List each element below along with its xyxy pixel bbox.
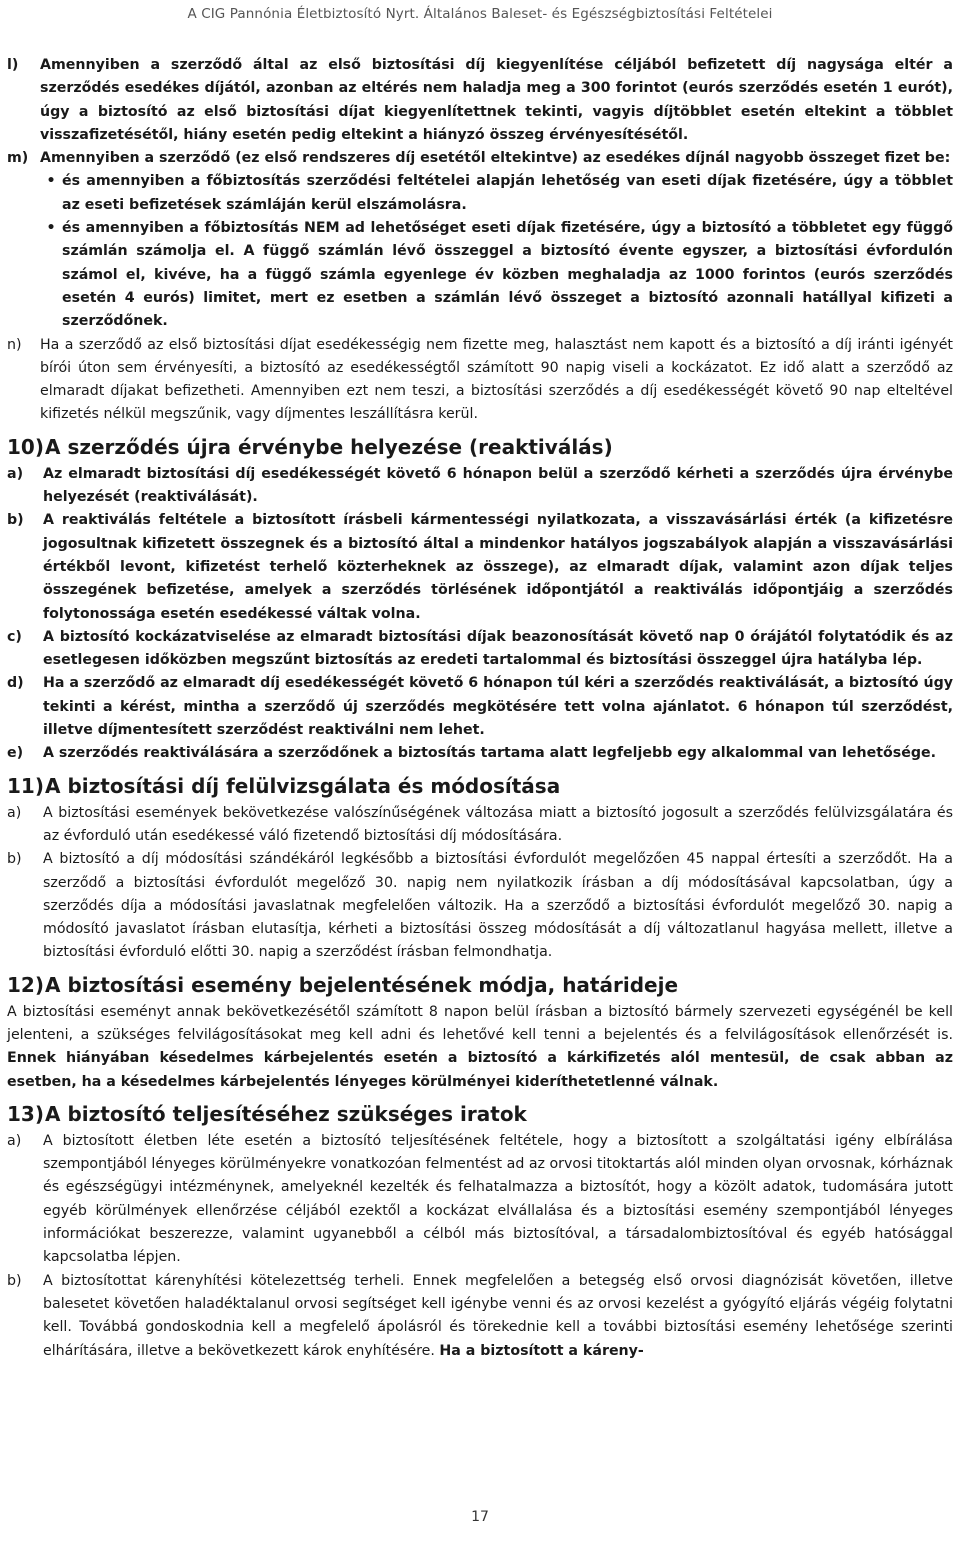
running-head: A CIG Pannónia Életbiztosító Nyrt. Általános Baleset- és Egészségbiztosítási Feltételei: [187, 6, 773, 22]
list-item: [40, 217, 953, 333]
section-number: 13): [7, 1101, 44, 1126]
clause-text: A biztosított életben léte esetén a biztosító teljesítésének feltétele, hogy a biztosított a szolgáltatási igény elbírálása szempontjából lényeges körülményekre vonatkozóan felmentést ad az orvosi titoktartás alól minden olyan orvosnak, kórháznak és egészségügyi intézménynek, amelyeknél kezelték és felhatalmazza a biztosítót, hogy a közölt adatok, tudomására jutott egyéb körülmények ellenőrzése céljából ezektől a kockázat elvállalása és a biztosítási esemény szempontjából lényeges információkat beszerezze, valamint ugyanebből a célból más biztosítóval, a társadalombiztosítóval és egyéb hatósággal kapcsolatba lépjen.: [43, 1132, 954, 1266]
list-item: [7, 672, 953, 742]
clause-label: b): [7, 1272, 22, 1289]
clause-text: Amennyiben a szerződő által az első biztosítási díj kiegyenlítése céljából befizetett díj nagysága eltér a szerződés esedékes díjától, azonban az eltérés nem haladja meg a 300 forintot (eurós szerződés esetén 1 eurót), úgy a biztosító az első biztosítási díjat kiegyenlítettnek tekinti, vagyis díjtöbblet esetén eltekint a többlet visszafizetésétől, hiány esetén pedig eltekint a hiányzó összeg érvényesítésétől.: [40, 57, 953, 143]
list-item: [7, 626, 953, 673]
clause-label: m): [7, 150, 29, 167]
section-number: 12): [7, 972, 44, 997]
clause-label: c): [7, 628, 22, 645]
clause-n: [7, 334, 953, 427]
clause-text: A szerződés reaktiválására a szerződőnek a biztosítás tartama alatt legfeljebb egy alkalommal van lehetősége.: [43, 745, 937, 762]
clause-label: a): [7, 1132, 22, 1149]
section-paragraph: [7, 1001, 953, 1094]
section-heading-13: [7, 1100, 953, 1128]
list-item: [7, 1130, 953, 1270]
clause-text: A biztosítottat kárenyhítési kötelezettség terheli. Ennek megfelelően a betegség első orvosi diagnózisát követően, illetve balesetet követően haladéktalanul orvosi segítséget kell igénybe venni és az orvosi kezelést a gyógyító eljárás végéig folytatni kell. Továbbá gondoskodnia kell a megfelelő ápolásról és törekednie kell a további biztosítási esemény lehetősége szerinti elhárítására, illetve a bekövetkezett károk enyhítésére.: [43, 1272, 953, 1359]
clause-label: e): [7, 745, 24, 762]
section-heading-12: [7, 971, 953, 999]
clause-label: b): [7, 512, 24, 529]
clause-text: A reaktiválás feltétele a biztosított írásbeli kármentességi nyilatkozata, a visszavásárlási érték (a kifizetésre jogosultnak kifizetett összegnek és a biztosító által a mindenkor hatályos jogszabályok alapján a visszavásárlási értékből levont, kifizetést terhelő közterheknek az összege), az elmaradt díjak, valamint azon díjak teljes összegének befizetése, amelyek a szerződés törlésének időpontjától a reaktiválás időpontjáig a szerződés folytonossága esetén esedékessé váltak volna.: [43, 512, 953, 622]
clause-label: b): [7, 851, 22, 868]
section-title: A szerződés újra érvénybe helyezése (reaktiválás): [45, 434, 613, 459]
clause-bold-tail: Ha a biztosított a káreny-: [439, 1342, 644, 1359]
paragraph-text: A biztosítási eseményt annak bekövetkezésétől számított 8 napon belül írásban a biztosító bármely szervezeti egységénél be kell jelenteni, a szükséges felvilágosításokat meg kell adni és lehetővé kell tenni a bejelentés és a felvilágosítások ellenőrzését is.: [7, 1003, 953, 1043]
section-heading-11: [7, 772, 953, 800]
clause-text: Ha a szerződő az elmaradt díj esedékességét követő 6 hónapon túl kéri a szerződés reaktiválását, a biztosító úgy tekinti a kérést, mintha a szerződő új szerződés megkötésére tett volna ajánlatot. 6 hónapon túl szerződést, illetve díjmentesített szerződést reaktiválni nem lehet.: [43, 675, 953, 739]
page-content: [7, 54, 953, 1363]
clause-m: [7, 147, 953, 333]
section-title: A biztosítási díj felülvizsgálata és módosítása: [45, 773, 561, 798]
bullet-icon: •: [46, 173, 56, 190]
clause-label: a): [7, 465, 24, 482]
section-number: 11): [7, 773, 44, 798]
clause-label: l): [7, 57, 19, 73]
list-item: [7, 848, 953, 964]
section-heading-10: [7, 433, 953, 461]
bullet-text: és amennyiben a főbiztosítás szerződési feltételei alapján lehetőség van eseti díjak fizetésére, úgy a többlet az eseti befizetések számláján kerül elszámolásra.: [62, 173, 953, 213]
clause-text: Az elmaradt biztosítási díj esedékességét követő 6 hónapon belül a szerződő kérheti a szerződés újra érvénybe helyezését (reaktiválását).: [43, 465, 953, 506]
clause-text: A biztosító a díj módosítási szándékáról legkésőbb a biztosítási évfordulót megelőzően 45 nappal értesíti a szerződőt. Ha a szerződő a biztosítási évfordulót megelőző 30. napig nem nyilatkozik írásban a díj módosításával kapcsolatban, úgy a szerződés díja a módosítási javaslatnak megfelelően változik. Ha a szerződő a biztosítási évfordulót megelőző 30. napig a módosító javaslatot írásban elutasítja, kérheti a biztosítási összeg módosítását a díj változatlanul hagyása mellett, illetve a biztosítási évforduló előtti 30. napig a szerződést írásban felmondhatja.: [43, 851, 953, 961]
list-item: [7, 742, 953, 765]
clause-label: d): [7, 675, 24, 692]
paragraph-bold-text: Ennek hiányában késedelmes kárbejelentés esetén a biztosító a kárkifizetés alól mentesül, de csak abban az esetben, ha a késedelmes kárbejelentés lényeges körülményei kideríthetetlenné válnak.: [7, 1050, 953, 1090]
clause-text: A biztosító kockázatviselése az elmaradt biztosítási díjak beazonosítását követő nap 0 órájától folytatódik és az esetlegesen időközben megszűnt biztosítás az eredeti tartalommal és biztosítási összeggel újra hatályba lép.: [43, 628, 953, 669]
clause-label: n): [7, 336, 22, 353]
page-number: 17: [471, 1509, 489, 1525]
bullet-icon: •: [46, 220, 56, 237]
clause-text: A biztosítási események bekövetkezése valószínűségének változása miatt a biztosító jogosult a szerződés felülvizsgálatára és az évforduló után esedékessé váló fizetendő biztosítási díj módosítására.: [43, 804, 953, 844]
section-number: 10): [7, 434, 44, 459]
list-item: [7, 1270, 953, 1363]
section-title: A biztosítási esemény bejelentésének módja, határideje: [45, 972, 679, 997]
list-item: [7, 509, 953, 625]
clause-intro: Amennyiben a szerződő (ez első rendszeres díj esetétől eltekintve) az esedékes díjnál nagyobb összeget fizet be:: [40, 150, 951, 167]
clause-label: a): [7, 804, 22, 821]
bullet-text: és amennyiben a főbiztosítás NEM ad lehetőséget eseti díjak fizetésére, úgy a biztosító a többletet egy függő számlán számolja el. A függő számlán lévő összeggel a biztosító évente egyszer, a biztosítási évfordulón számol el, kivéve, ha a függő számla egyenlege év közben meghaladja az 1000 forintos (eurós szerződés esetén 4 eurós) limitet, mert ez esetben a számlán lévő összeget a biztosító azonnali hatállyal kifizeti a szerződőnek.: [62, 220, 953, 330]
clause-l: [7, 54, 953, 147]
clause-text: Ha a szerződő az első biztosítási díjat esedékességig nem fizette meg, halasztást nem kapott és a biztosító a díj iránti igényét bírói úton sem érvényesíti, a biztosító az esedékességtől számított 90 napig viseli a kockázatot. Ez idő alatt a szerződő az elmaradt díjakat befizetheti. Amennyiben ezt nem teszi, a biztosítási szerződés a díj esedékességét követő 90 nap elteltével kifizetés nélkül megszűnik, vagy díjmentes leszállításra kerül.: [40, 336, 953, 423]
list-item: [40, 170, 953, 217]
bullet-list: [40, 170, 953, 333]
list-item: [7, 802, 953, 849]
list-item: [7, 463, 953, 510]
section-title: A biztosító teljesítéséhez szükséges iratok: [45, 1101, 527, 1126]
